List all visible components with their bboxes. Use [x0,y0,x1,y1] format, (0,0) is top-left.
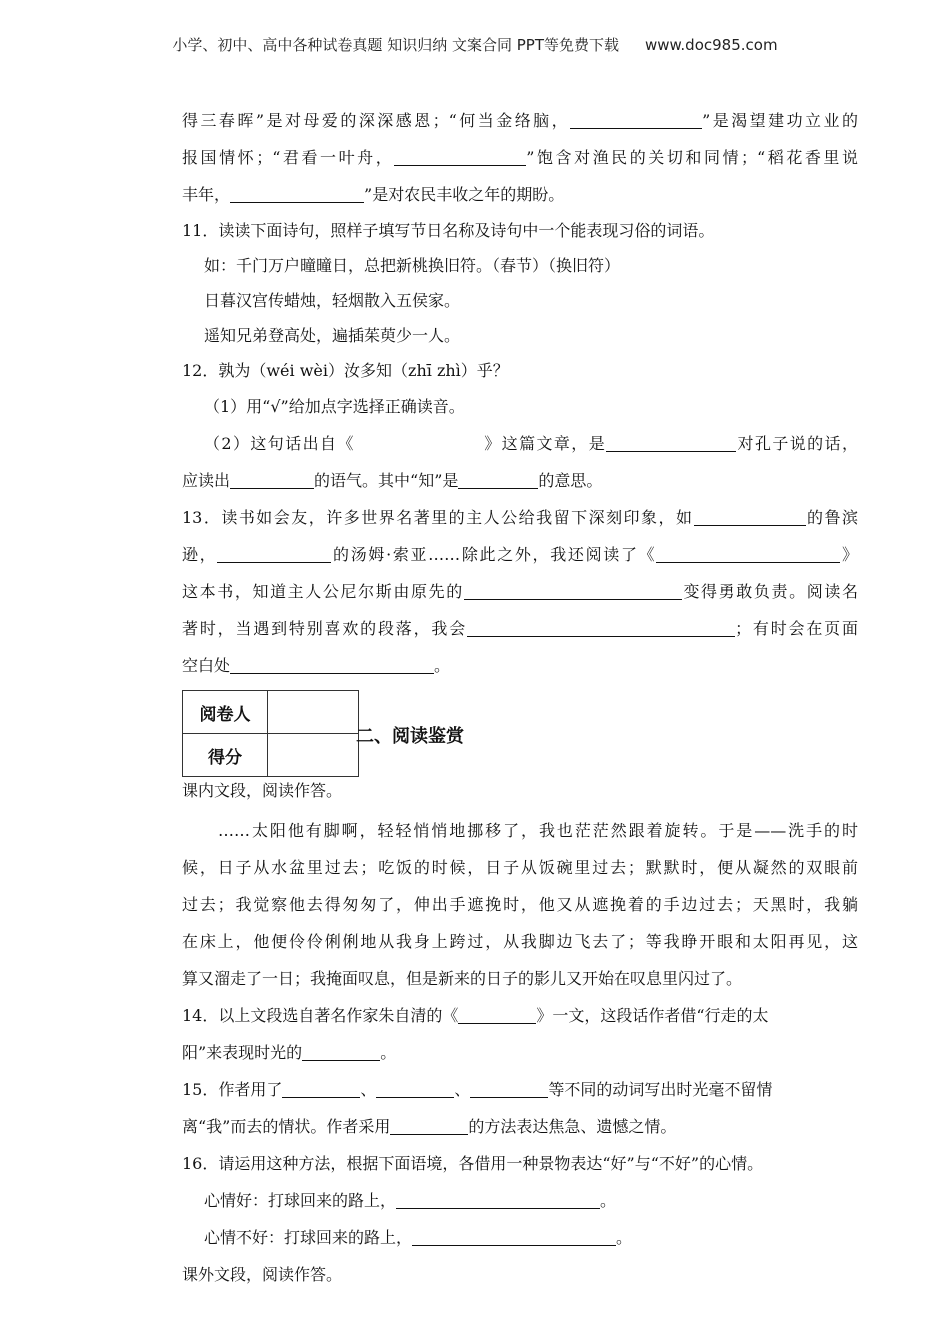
text: 心情好：打球回来的路上， [204,1191,397,1210]
answer-blank[interactable] [570,112,702,129]
section-2-header [182,690,858,776]
text: 丰年， [182,185,231,204]
text: ；有时会在页面 [735,619,858,638]
text: 阳”来表现时光的 [182,1043,303,1062]
text: 15．作者用了 [182,1080,283,1099]
answer-blank[interactable] [230,472,314,489]
answer-blank[interactable] [230,186,364,203]
q12-part-3 [182,462,858,499]
q11-poem-2: 遥知兄弟登高处，遍插茱萸少一人。 [204,326,461,345]
answer-blank[interactable] [458,472,538,489]
q10-line-2 [182,139,858,176]
reviewer-cell[interactable] [268,691,359,734]
score-label: 得分 [183,734,268,777]
q11-stem: 11．读读下面诗句，照样子填写节日名称及诗句中一个能表现习俗的词语。 [182,221,715,240]
text: 、 [454,1080,471,1099]
text: 的意思。 [538,471,603,490]
passage-line-1: ……太阳他有脚啊，轻轻悄悄地挪移了，我也茫茫然跟着旋转。于是——洗手的时 [218,821,858,840]
q14-line-2 [182,1034,858,1071]
page-header [0,34,950,55]
passage-line-3: 过去；我觉察他去得匆匆了，伸出手遮挽时，他又从遮挽着的手边过去；天黑时，我躺 [182,895,858,914]
text: 逊， [182,545,218,564]
text: 的方法表达焦急、遗憾之情。 [468,1117,677,1136]
text: 。 [616,1228,633,1247]
q13-line-5 [182,647,858,684]
q12-part-1: （1）用“√”给加点字选择正确读音。 [204,397,465,416]
answer-blank[interactable] [467,620,735,637]
text: ”是对农民丰收之年的期盼。 [364,185,565,204]
outro: 课外文段，阅读作答。 [182,1265,343,1284]
answer-blank[interactable] [606,435,736,452]
text: 心情不好：打球回来的路上， [204,1228,413,1247]
answer-blank[interactable] [282,1081,360,1098]
score-cell[interactable] [268,734,359,777]
answer-blank[interactable] [302,1044,380,1061]
answer-blank[interactable] [394,149,526,166]
q13-line-4 [182,610,858,647]
text: ”饱含对渔民的关切和同情；“稻花香里说 [526,148,858,167]
passage-line-2: 候，日子从水盆里过去；吃饭的时候，日子从饭碗里过去；默默时，便从凝然的双眼前 [182,858,858,877]
text: 13．读书如会友，许多世界名著里的主人公给我留下深刻印象，如 [182,508,694,527]
answer-blank[interactable] [412,1229,616,1246]
text: 应读出 [182,471,231,490]
q13-line-2 [182,536,858,573]
passage-line-4: 在床上，他便伶伶俐俐地从我身上跨过，从我脚边飞去了；等我睁开眼和太阳再见，这 [182,932,858,951]
text: 。 [434,656,451,675]
answer-blank[interactable] [656,546,840,563]
q11-poem-1: 日暮汉宫传蜡烛，轻烟散入五侯家。 [204,291,461,310]
text: 著时，当遇到特别喜欢的段落，我会 [182,619,468,638]
q11-example: 如：千门万户曈曈日，总把新桃换旧符。（春节）（换旧符） [204,256,621,275]
text: 离“我”而去的情状。作者采用 [182,1117,391,1136]
text: 。 [380,1043,397,1062]
section-title: 二、阅读鉴赏 [356,726,464,747]
header-url[interactable]: www.doc985.com [644,36,778,54]
answer-blank[interactable] [694,509,806,526]
text: 14．以上文段选自著名作家朱自清的《 [182,1006,459,1025]
text: 》一文，这段话作者借“行走的太 [536,1006,769,1025]
text: 对孔子说的话， [736,434,858,453]
text: 这本书，知道主人公尼尔斯由原先的 [182,582,464,601]
answer-blank[interactable] [396,1192,600,1209]
q13-line-3 [182,573,858,610]
q16-stem: 16．请运用这种方法，根据下面语境，各借用一种景物表达“好”与“不好”的心情。 [182,1154,764,1173]
answer-blank[interactable] [464,583,682,600]
text: 空白处 [182,656,231,675]
answer-blank[interactable] [470,1081,548,1098]
answer-blank[interactable] [458,1007,536,1024]
header-text: 小学、初中、高中各种试卷真题 知识归纳 文案合同 PPT等免费下载 [172,36,619,54]
answer-blank[interactable] [376,1081,454,1098]
answer-blank[interactable] [230,657,434,674]
text: ”是渴望建功立业的 [702,111,858,130]
q12-part-2 [182,425,858,462]
q12-stem: 12．孰为（wéi wèi）汝多知（zhī zhì）乎？ [182,361,509,380]
answer-blank[interactable] [390,1118,468,1135]
passage-line-5: 算又溜走了一日；我掩面叹息，但是新来的日子的影儿又开始在叹息里闪过了。 [182,969,743,988]
q15-line-1 [182,1071,858,1108]
text: 》这篇文章，是 [482,434,607,453]
reviewer-label: 阅卷人 [183,691,268,734]
q13-line-1 [182,499,858,536]
q10-line-1 [182,102,858,139]
text: 报国情怀；“君看一叶舟， [182,148,395,167]
q16-good [182,1182,858,1219]
q15-line-2 [182,1108,858,1145]
answer-blank[interactable] [217,546,331,563]
text: 的语气。其中“知”是 [314,471,459,490]
text: 》 [840,545,858,564]
q16-bad [182,1219,858,1256]
q14-line-1 [182,997,858,1034]
text: 的鲁滨 [805,508,858,527]
score-table [182,690,359,777]
text: 变得勇敢负责。阅读名 [681,582,858,601]
q10-line-3 [182,176,858,213]
section-intro: 课内文段，阅读作答。 [182,781,343,800]
text: （2）这句话出自《 [204,434,355,453]
text: 。 [600,1191,617,1210]
text: 、 [360,1080,377,1099]
text: 的汤姆·索亚……除此之外，我还阅读了《 [331,545,657,564]
exam-page [182,102,858,1293]
title-gap[interactable] [355,433,483,449]
text: 得三春晖”是对母爱的深深感恩；“何当金络脑， [182,111,571,130]
text: 等不同的动词写出时光毫不留情 [548,1080,773,1099]
